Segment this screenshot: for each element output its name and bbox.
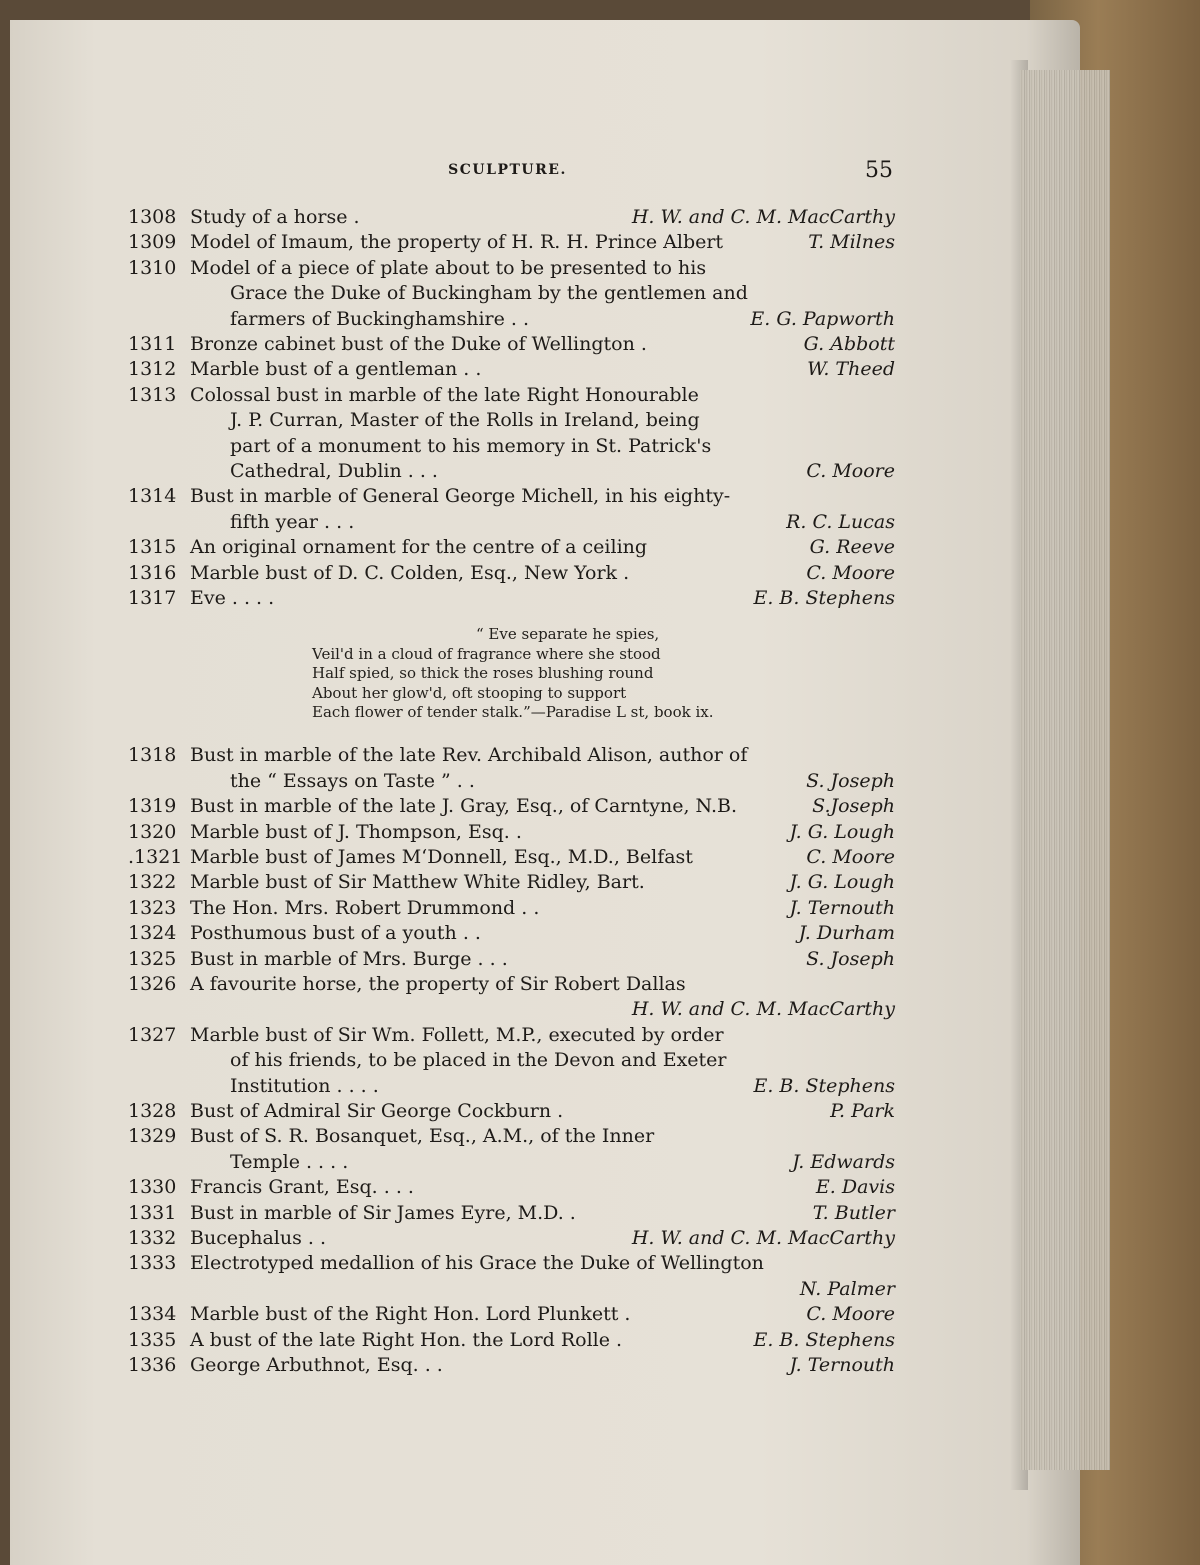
entry-title: part of a monument to his memory in St. Patrick's bbox=[230, 434, 712, 457]
entry-line bbox=[128, 561, 895, 586]
entry-line bbox=[128, 1201, 895, 1226]
entry-artist: S. Joseph bbox=[806, 769, 895, 792]
entry-title: The Hon. Mrs. Robert Drummond . . bbox=[190, 896, 540, 919]
entry-line bbox=[128, 230, 895, 255]
entry-line bbox=[128, 769, 895, 794]
entry-artist: J. Ternouth bbox=[789, 896, 895, 919]
entry-title: Marble bust of D. C. Colden, Esq., New York . bbox=[190, 561, 630, 584]
entry-title: Bust in marble of General George Michell, in his eighty- bbox=[190, 485, 731, 508]
entry-line bbox=[128, 1226, 895, 1251]
entry-artist: G. Abbott bbox=[803, 333, 895, 355]
entry-title: fifth year . . . bbox=[230, 510, 355, 533]
entry-line bbox=[128, 743, 895, 768]
entry-line bbox=[128, 947, 895, 972]
entry-number: 1331 bbox=[128, 1201, 177, 1224]
entry-line bbox=[128, 972, 895, 997]
running-head: SCULPTURE. bbox=[448, 162, 567, 178]
entry-line bbox=[128, 921, 895, 946]
entry-title: An original ornament for the centre of a ceiling bbox=[190, 536, 648, 559]
entry-line bbox=[128, 870, 895, 895]
entry-line bbox=[128, 307, 895, 332]
entry-line bbox=[128, 997, 895, 1022]
entry-artist: C. Moore bbox=[806, 846, 895, 869]
entry-number: 1335 bbox=[128, 1328, 177, 1351]
entry-number: 1329 bbox=[128, 1125, 177, 1148]
entry-artist: N. Palmer bbox=[799, 1277, 895, 1300]
entry-artist: J. Ternouth bbox=[789, 1354, 895, 1377]
entry-title: Bust in marble of the late J. Gray, Esq., of Carntyne, N.B. bbox=[190, 795, 737, 818]
entry-line bbox=[128, 1251, 895, 1276]
entry-number: 1327 bbox=[128, 1023, 177, 1046]
poem-quotation bbox=[312, 625, 812, 723]
entry-line bbox=[128, 1124, 895, 1149]
entry-line bbox=[128, 1175, 895, 1200]
quote-line: Each flower of tender stalk.”—Paradise L st, book ix. bbox=[312, 703, 714, 721]
entry-line bbox=[128, 510, 895, 535]
entry-artist: H. W. and C. M. MacCarthy bbox=[631, 998, 895, 1021]
entry-number: 1310 bbox=[128, 256, 177, 279]
entry-line bbox=[128, 535, 895, 560]
entry-title: Cathedral, Dublin . . . bbox=[230, 460, 438, 482]
entry-artist: J. Edwards bbox=[792, 1150, 895, 1173]
entry-number: 1322 bbox=[128, 871, 177, 894]
entry-artist: C. Moore bbox=[806, 1303, 895, 1326]
entry-title: Posthumous bust of a youth . . bbox=[190, 922, 481, 945]
entry-number: 1315 bbox=[128, 536, 177, 559]
entry-line bbox=[128, 256, 895, 281]
entry-line bbox=[128, 281, 895, 306]
entry-number: 1318 bbox=[128, 744, 177, 767]
entry-title: Marble bust of Sir Wm. Follett, M.P., executed by order bbox=[190, 1023, 724, 1046]
entry-title: Bucephalus . . bbox=[190, 1227, 327, 1250]
entry-artist: R. C. Lucas bbox=[786, 510, 895, 533]
entry-number: 1332 bbox=[128, 1227, 177, 1250]
entry-title: A favourite horse, the property of Sir Robert Dallas bbox=[190, 973, 686, 996]
entry-number: 1320 bbox=[128, 820, 177, 843]
entry-title: Grace the Duke of Buckingham by the gentlemen and bbox=[230, 282, 748, 305]
entry-title: Bust of Admiral Sir George Cockburn . bbox=[190, 1100, 564, 1123]
entry-title: Francis Grant, Esq. . . . bbox=[190, 1176, 414, 1199]
entry-title: the “ Essays on Taste ” . . bbox=[230, 769, 475, 792]
entry-number: 1328 bbox=[128, 1100, 177, 1123]
entry-artist: E. B. Stephens bbox=[753, 1074, 895, 1097]
entry-number: 1326 bbox=[128, 973, 177, 996]
entry-artist: E. B. Stephens bbox=[753, 1328, 895, 1351]
entry-number: 1316 bbox=[128, 561, 177, 584]
entry-title: Bust of S. R. Bosanquet, Esq., A.M., of the Inner bbox=[190, 1125, 655, 1148]
entry-artist: P. Park bbox=[830, 1100, 895, 1123]
entry-number: 1313 bbox=[128, 383, 177, 406]
entry-artist: W. Theed bbox=[807, 358, 895, 381]
entry-artist: E. Davis bbox=[815, 1176, 895, 1199]
entry-number: 1314 bbox=[128, 485, 177, 508]
entry-artist: C. Moore bbox=[806, 460, 895, 482]
quote-line: Veil'd in a cloud of fragrance where she stood bbox=[312, 644, 661, 663]
entry-artist: E. B. Stephens bbox=[753, 587, 895, 609]
entry-number: 1330 bbox=[128, 1176, 177, 1199]
entry-line bbox=[128, 1048, 895, 1073]
entry-line bbox=[128, 1277, 895, 1302]
entry-number: .1321 bbox=[128, 846, 183, 869]
entry-line bbox=[128, 205, 895, 230]
entry-line bbox=[128, 1302, 895, 1327]
entry-line bbox=[128, 357, 895, 382]
entry-line bbox=[128, 586, 895, 611]
entry-title: Electrotyped medallion of his Grace the Duke of Wellington bbox=[190, 1252, 764, 1275]
entry-title: Eve . . . . bbox=[190, 587, 275, 609]
entry-title: Marble bust of J. Thompson, Esq. . bbox=[190, 820, 522, 843]
entry-line bbox=[128, 1150, 895, 1175]
entry-artist: G. Reeve bbox=[809, 536, 895, 559]
entry-line bbox=[128, 484, 895, 509]
entry-title: Study of a horse . bbox=[190, 206, 360, 228]
entry-artist: S.Joseph bbox=[812, 795, 895, 818]
entry-number: 1325 bbox=[128, 947, 177, 970]
entry-line bbox=[128, 332, 895, 357]
entry-line bbox=[128, 794, 895, 819]
entry-line bbox=[128, 1099, 895, 1124]
entry-title: Institution . . . . bbox=[230, 1074, 379, 1097]
entry-title: Bust in marble of Mrs. Burge . . . bbox=[190, 947, 508, 970]
entry-title: Marble bust of a gentleman . . bbox=[190, 358, 482, 381]
entry-line bbox=[128, 896, 895, 921]
entry-line bbox=[128, 845, 895, 870]
entry-title: Model of a piece of plate about to be presented to his bbox=[190, 256, 707, 279]
entry-artist: H. W. and C. M. MacCarthy bbox=[631, 206, 895, 228]
entry-title: Colossal bust in marble of the late Right Honourable bbox=[190, 383, 699, 406]
entry-title: Bust in marble of the late Rev. Archibald Alison, author of bbox=[190, 744, 748, 767]
entry-artist: J. G. Lough bbox=[789, 871, 895, 894]
entry-artist: E. G. Papworth bbox=[750, 307, 895, 330]
quote-line: “ Eve separate he spies, bbox=[476, 625, 660, 643]
entry-number: 1319 bbox=[128, 795, 177, 818]
entry-title: Bronze cabinet bust of the Duke of Wellington . bbox=[190, 333, 647, 355]
entry-artist: H. W. and C. M. MacCarthy bbox=[631, 1227, 895, 1250]
entry-line bbox=[128, 1023, 895, 1048]
entry-title: A bust of the late Right Hon. the Lord Rolle . bbox=[190, 1328, 623, 1351]
entry-line bbox=[128, 1328, 895, 1353]
entry-number: 1308 bbox=[128, 206, 177, 228]
entry-title: Temple . . . . bbox=[230, 1150, 349, 1173]
entry-number: 1334 bbox=[128, 1303, 177, 1326]
entry-artist: C. Moore bbox=[806, 561, 895, 584]
entry-number: 1333 bbox=[128, 1252, 177, 1275]
entry-number: 1323 bbox=[128, 896, 177, 919]
page-number: 55 bbox=[865, 158, 893, 183]
entry-title: Marble bust of Sir Matthew White Ridley, Bart. bbox=[190, 871, 645, 894]
entry-line bbox=[128, 383, 895, 408]
entry-artist: S. Joseph bbox=[806, 947, 895, 970]
quote-line: Half spied, so thick the roses blushing round bbox=[312, 664, 654, 682]
entry-artist: J. Durham bbox=[798, 922, 895, 945]
entry-title: J. P. Curran, Master of the Rolls in Ireland, being bbox=[230, 409, 700, 432]
entry-artist: J. G. Lough bbox=[789, 820, 895, 843]
entry-line bbox=[128, 1074, 895, 1099]
entry-title: Model of Imaum, the property of H. R. H. Prince Albert bbox=[190, 231, 724, 254]
entry-title: Marble bust of James M‘Donnell, Esq., M.D., Belfast bbox=[190, 846, 693, 869]
entry-title: of his friends, to be placed in the Devon and Exeter bbox=[230, 1049, 727, 1072]
entry-line bbox=[128, 820, 895, 845]
entry-line bbox=[128, 459, 895, 484]
entry-number: 1311 bbox=[128, 333, 177, 355]
entry-title: Bust in marble of Sir James Eyre, M.D. . bbox=[190, 1201, 576, 1224]
entry-number: 1336 bbox=[128, 1354, 177, 1377]
entry-artist: T. Butler bbox=[812, 1201, 895, 1224]
entry-title: Marble bust of the Right Hon. Lord Plunkett . bbox=[190, 1303, 631, 1326]
entry-number: 1324 bbox=[128, 922, 177, 945]
entry-number: 1312 bbox=[128, 358, 177, 381]
entry-title: farmers of Buckinghamshire . . bbox=[230, 307, 530, 330]
entry-line bbox=[128, 408, 895, 433]
entry-artist: T. Milnes bbox=[808, 231, 895, 254]
entry-number: 1317 bbox=[128, 587, 177, 609]
quote-line: About her glow'd, oft stooping to support bbox=[312, 683, 627, 702]
entry-title: George Arbuthnot, Esq. . . bbox=[190, 1354, 443, 1377]
entry-line bbox=[128, 434, 895, 459]
entry-line bbox=[128, 1353, 895, 1378]
entry-number: 1309 bbox=[128, 231, 177, 254]
